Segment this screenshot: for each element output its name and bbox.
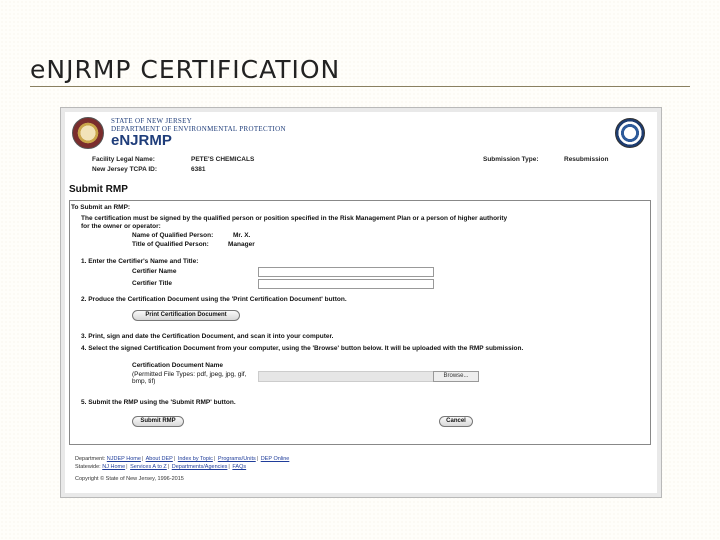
tcpa-id-value: 6381 [191, 166, 206, 173]
submission-type-value: Resubmission [564, 156, 609, 163]
step-3-text: 3. Print, sign and date the Certification Document, and scan it into your computer. [81, 333, 334, 340]
certifier-name-label: Certifier Name [132, 268, 177, 275]
facility-name-value: PETE'S CHEMICALS [191, 156, 255, 163]
footer-department-row: Department: NJDEP Home| About DEP| Index by Topic| Programs/Units| DEP Online [75, 456, 290, 462]
step-1-text: 1. Enter the Certifier's Name and Title: [81, 258, 199, 265]
nj-state-seal-icon [72, 117, 104, 149]
footer-department-label: Department: [75, 456, 106, 462]
certifier-title-input[interactable] [258, 279, 434, 289]
qualified-title-label: Title of Qualified Person: [132, 241, 209, 248]
tcpa-id-label: New Jersey TCPA ID: [92, 166, 158, 173]
certification-text-line1: The certification must be signed by the qualified person or position specified in the Risk Management Plan or a person of higher authority [81, 215, 508, 222]
footer-link-nj-home[interactable]: NJ Home [102, 464, 126, 470]
facility-name-label: Facility Legal Name: [92, 156, 155, 163]
step-2-text: 2. Produce the Certification Document using the 'Print Certification Document' button. [81, 296, 347, 303]
state-name: STATE OF NEW JERSEY [111, 117, 193, 125]
site-header [111, 117, 286, 149]
screenshot-frame [60, 107, 662, 498]
page-title: Submit RMP [69, 184, 128, 195]
cert-doc-label: Certification Document Name [132, 362, 224, 369]
footer-link-services-a-to-z[interactable]: Services A to Z [130, 464, 167, 470]
title-divider [30, 86, 690, 87]
qualified-title-value: Manager [228, 241, 255, 248]
qualified-name-label: Name of Qualified Person: [132, 232, 214, 239]
submit-rmp-button[interactable]: Submit RMP [132, 416, 184, 427]
file-types-line2: bmp, tif) [132, 378, 156, 385]
footer-link-programs-units[interactable]: Programs/Units [217, 456, 256, 462]
department-name: DEPARTMENT OF ENVIRONMENTAL PROTECTION [111, 125, 286, 133]
footer-link-departments-agencies[interactable]: Departments/Agencies [171, 464, 228, 470]
certification-text-line2: for the owner or operator: [81, 223, 161, 230]
footer-link-njdep-home[interactable]: NJDEP Home [106, 456, 141, 462]
submit-form-panel [69, 200, 651, 445]
cancel-button[interactable]: Cancel [439, 416, 473, 427]
certifier-name-input[interactable] [258, 267, 434, 277]
footer-copyright: Copyright © State of New Jersey, 1996-2015 [75, 476, 184, 482]
certification-file-input[interactable] [258, 371, 434, 382]
qualified-name-value: Mr. X. [233, 232, 251, 239]
print-certification-button[interactable]: Print Certification Document [132, 310, 240, 321]
app-name: eNJRMP [111, 132, 172, 149]
intro-text: To Submit an RMP: [71, 204, 131, 211]
file-types-line1: (Permitted File Types: pdf, jpeg, jpg, gif, [132, 371, 247, 378]
step-4-text: 4. Select the signed Certification Document from your computer, using the 'Browse' button below. It will be uploaded with the RMP submission. [81, 345, 524, 352]
web-page [67, 114, 655, 491]
browse-button[interactable]: Browse... [433, 371, 479, 382]
footer-link-dep-online[interactable]: DEP Online [260, 456, 290, 462]
dep-logo-icon [615, 118, 645, 148]
submission-type-label: Submission Type: [483, 156, 539, 163]
footer-link-faqs[interactable]: FAQs [232, 464, 247, 470]
footer-link-index-by-topic[interactable]: Index by Topic [177, 456, 213, 462]
certifier-title-label: Certifier Title [132, 280, 172, 287]
footer-statewide-label: Statewide: [75, 464, 101, 470]
step-5-text: 5. Submit the RMP using the 'Submit RMP' button. [81, 399, 236, 406]
footer-statewide-row: Statewide: NJ Home| Services A to Z| Departments/Agencies| FAQs [75, 464, 247, 470]
footer-link-about-dep[interactable]: About DEP [145, 456, 173, 462]
slide-title: eNJRMP CERTIFICATION [30, 55, 341, 84]
